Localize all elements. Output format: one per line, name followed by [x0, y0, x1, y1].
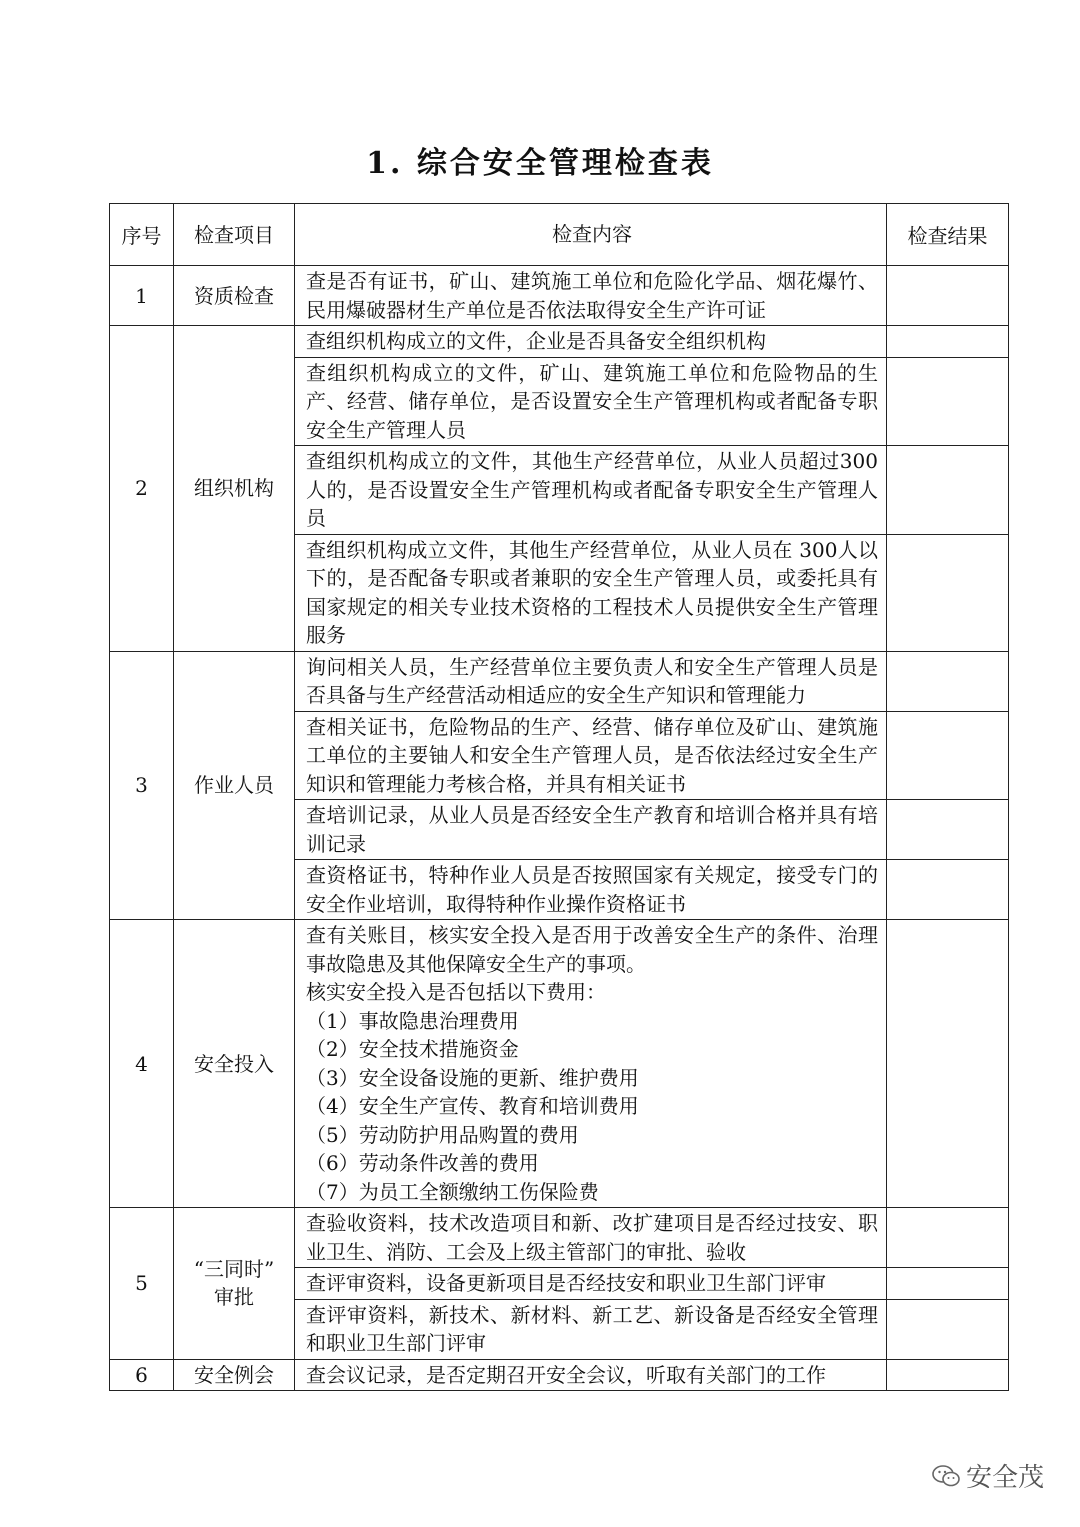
check-content: [295, 860, 887, 920]
check-item: [174, 1208, 295, 1360]
header-result: 检查结果: [887, 204, 1009, 266]
check-item: 资质检查: [174, 266, 295, 326]
check-result-cell[interactable]: [887, 920, 1009, 1208]
content-paragraph: 查评审资料，设备更新项目是否经技安和职业卫生部门评审: [306, 1271, 826, 1295]
content-paragraph: 核实安全投入是否包括以下费用：: [306, 980, 606, 1004]
check-content: [295, 534, 887, 651]
inspection-table: [109, 203, 1009, 1391]
check-content: [295, 326, 887, 358]
content-paragraph: 查会议记录，是否定期召开安全会议，听取有关部门的工作: [306, 1362, 826, 1387]
check-content: [295, 357, 887, 446]
content-paragraph: 查评审资料，新技术、新材料、新工艺、新设备是否经安全管理和职业卫生部门评审: [306, 1302, 878, 1355]
check-result-cell[interactable]: [887, 1359, 1009, 1391]
check-result-cell[interactable]: [887, 1299, 1009, 1359]
check-result-cell[interactable]: [887, 534, 1009, 651]
content-paragraph: 查组织机构成立的文件，其他生产经营单位，从业人员超过300人的，是否设置安全生产管理机构或者配备专职安全生产管理人员: [306, 449, 878, 530]
content-paragraph: 查组织机构成立的文件，矿山、建筑施工单位和危险物品的生产、经营、储存单位，是否设置安全生产管理机构或者配备专职安全生产管理人员: [306, 360, 878, 442]
content-paragraph: 查验收资料，技术改造项目和新、改扩建项目是否经过技安、职业卫生、消防、工会及上级主管部门的审批、验收: [306, 1211, 878, 1264]
check-content: [295, 711, 887, 800]
check-item: 安全例会: [174, 1359, 295, 1391]
check-item-line: “三同时”: [193, 1257, 275, 1282]
content-paragraph: （3）安全设备设施的更新、维护费用: [306, 1065, 639, 1090]
row-number: 1: [110, 266, 174, 326]
content-paragraph: 查资格证书，特种作业人员是否按照国家有关规定，接受专门的安全作业培训，取得特种作业操作资格证书: [306, 863, 878, 916]
content-paragraph: 查组织机构成立文件，其他生产经营单位，从业人员在 300人以下的，是否配备专职或者兼职的安全生产管理人员，或委托具有国家规定的相关专业技术资格的工程技术人员提供安全生产管理服务: [306, 537, 878, 647]
check-result-cell[interactable]: [887, 357, 1009, 446]
check-result-cell[interactable]: [887, 711, 1009, 800]
watermark: [932, 1457, 1044, 1494]
content-paragraph: 查有关账目，核实安全投入是否用于改善安全生产的条件、治理事故隐患及其他保障安全生产的事项。: [306, 923, 878, 976]
check-item: 作业人员: [174, 651, 295, 920]
check-result-cell[interactable]: [887, 1268, 1009, 1300]
table-body: [110, 266, 1009, 1391]
table-row: [110, 651, 1009, 711]
header-no: 序号: [110, 204, 174, 266]
content-paragraph: （6）劳动条件改善的费用: [306, 1151, 539, 1175]
content-paragraph: 查培训记录，从业人员是否经安全生产教育和培训合格并具有培训记录: [306, 803, 878, 856]
row-number: 4: [110, 920, 174, 1208]
check-item-line: 审批: [214, 1285, 254, 1310]
check-content: [295, 651, 887, 711]
content-paragraph: （5）劳动防护用品购置的费用: [306, 1122, 579, 1147]
content-paragraph: （4）安全生产宣传、教育和培训费用: [306, 1094, 639, 1118]
check-result-cell[interactable]: [887, 651, 1009, 711]
row-number: 6: [110, 1359, 174, 1391]
check-item: 组织机构: [174, 326, 295, 652]
header-content: 检查内容: [295, 204, 887, 266]
table-row: [110, 266, 1009, 326]
content-paragraph: 查组织机构成立的文件，企业是否具备安全组织机构: [306, 329, 766, 353]
check-result-cell[interactable]: [887, 266, 1009, 326]
check-result-cell[interactable]: [887, 446, 1009, 535]
table-row: [110, 1359, 1009, 1391]
content-paragraph: 查是否有证书，矿山、建筑施工单位和危险化学品、烟花爆竹、民用爆破器材生产单位是否依法取得安全生产许可证: [306, 269, 878, 322]
table-row: [110, 920, 1009, 1208]
header-item: 检查项目: [174, 204, 295, 266]
check-content: [295, 266, 887, 326]
check-result-cell[interactable]: [887, 800, 1009, 860]
check-item: 安全投入: [174, 920, 295, 1208]
content-paragraph: （1）事故隐患治理费用: [306, 1008, 519, 1033]
check-content: [295, 1268, 887, 1300]
watermark-text: 安全茂: [965, 1463, 1044, 1493]
row-number: 2: [110, 326, 174, 652]
table-row: [110, 326, 1009, 358]
wechat-icon: [932, 1465, 960, 1487]
page-title: 1. 综合安全管理检查表: [366, 146, 714, 181]
content-paragraph: （2）安全技术措施资金: [306, 1037, 519, 1061]
check-result-cell[interactable]: [887, 860, 1009, 920]
table-row: [110, 1208, 1009, 1268]
row-number: 5: [110, 1208, 174, 1360]
check-result-cell[interactable]: [887, 1208, 1009, 1268]
check-content: [295, 920, 887, 1208]
check-content: [295, 1299, 887, 1359]
check-content: [295, 1208, 887, 1268]
content-paragraph: （7）为员工全额缴纳工伤保险费: [306, 1179, 599, 1204]
row-number: 3: [110, 651, 174, 920]
check-content: [295, 446, 887, 535]
content-paragraph: 询问相关人员，生产经营单位主要负责人和安全生产管理人员是否具备与生产经营活动相适应的安全生产知识和管理能力: [306, 654, 878, 707]
check-content: [295, 800, 887, 860]
check-result-cell[interactable]: [887, 326, 1009, 358]
table-header-row: [110, 204, 1009, 266]
check-content: [295, 1359, 887, 1391]
content-paragraph: 查相关证书，危险物品的生产、经营、储存单位及矿山、建筑施工单位的主要铀人和安全生产管理人员，是否依法经过安全生产知识和管理能力考核合格，并具有相关证书: [306, 714, 878, 796]
